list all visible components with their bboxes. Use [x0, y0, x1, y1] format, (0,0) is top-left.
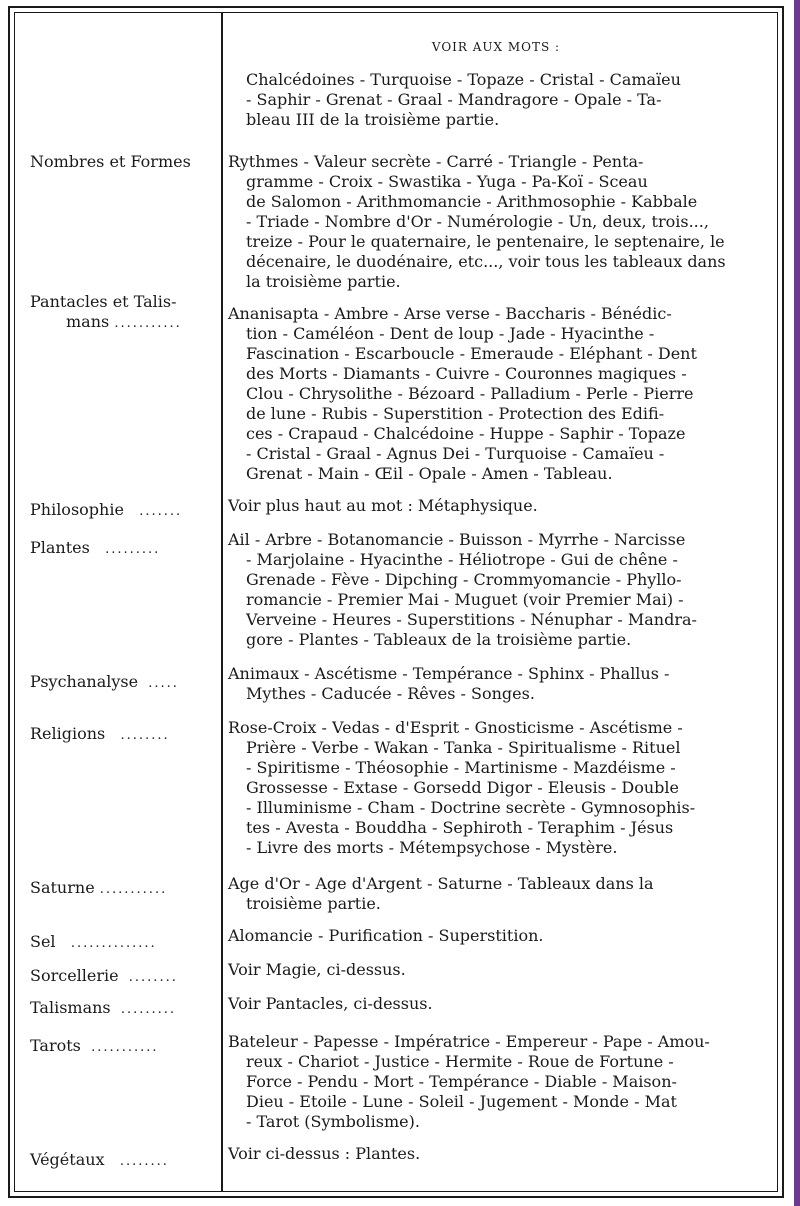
entry-term [30, 538, 228, 560]
definition-line: - Triade - Nombre d'Or - Numérologie - Un, deux, trois..., [246, 212, 709, 231]
term-label: Philosophie [30, 500, 124, 519]
definition-line: Mythes - Caducée - Rêves - Songes. [246, 684, 535, 703]
definition-line: Fascination - Escarboucle - Emeraude - Eléphant - Dent [246, 344, 697, 363]
term-label: Saturne [30, 878, 95, 897]
definition-line: Chalcédoines - Turquoise - Topaze - Cristal - Camaïeu [246, 70, 681, 89]
definition-line: treize - Pour le quaternaire, le pentenaire, le septenaire, le [246, 232, 725, 251]
leader-dots: ......... [120, 1002, 177, 1017]
term-label: Sorcellerie [30, 966, 119, 985]
leader-dots: ....... [139, 504, 183, 519]
definition-line: Grenade - Fève - Dipching - Crommyomancie - Phyllo- [246, 570, 682, 589]
definition-line: gore - Plantes - Tableaux de la troisième partie. [246, 630, 632, 649]
definition-line: Voir plus haut au mot : Métaphysique. [228, 496, 538, 515]
definition-line: Rythmes - Valeur secrète - Carré - Triangle - Penta- [228, 152, 644, 171]
definition-line: Clou - Chrysolithe - Bézoard - Palladium - Perle - Pierre [246, 384, 694, 403]
term-label: Sel [30, 932, 56, 951]
definition-line: - Cristal - Graal - Agnus Dei - Turquoise - Camaïeu - [246, 444, 665, 463]
term-label: Végétaux [30, 1150, 105, 1169]
definition-line: tion - Caméléon - Dent de loup - Jade - Hyacinthe - [246, 324, 655, 343]
definition-line: Force - Pendu - Mort - Tempérance - Diable - Maison- [246, 1072, 677, 1091]
entry-term [30, 998, 228, 1020]
entry-term [30, 500, 228, 522]
entry-definition [228, 496, 778, 516]
leader-dots: .............. [70, 936, 157, 951]
term-label: Pantacles et Talis- [30, 292, 177, 311]
term-label: Talismans [30, 998, 111, 1017]
definition-line: bleau III de la troisième partie. [246, 110, 500, 129]
definition-line: Rose-Croix - Vedas - d'Esprit - Gnosticisme - Ascétisme - [228, 718, 683, 737]
definition-line: des Morts - Diamants - Cuivre - Couronnes magiques - [246, 364, 687, 383]
definition-line: - Spiritisme - Théosophie - Martinisme - Mazdéisme - [246, 758, 676, 777]
definition-line: Voir Pantacles, ci-dessus. [228, 994, 433, 1013]
definition-line: Bateleur - Papesse - Impératrice - Empereur - Pape - Amou- [228, 1032, 710, 1051]
entry-term [30, 672, 228, 694]
leader-dots: ........ [120, 728, 170, 743]
definition-line: - Tarot (Symbolisme). [246, 1112, 420, 1131]
leader-dots: ........... [91, 1040, 159, 1055]
term-label: Tarots [30, 1036, 81, 1055]
entry-definition [228, 994, 778, 1014]
entry-definition [228, 664, 778, 704]
entry-definition [228, 152, 778, 292]
definition-line: décenaire, le duodénaire, etc..., voir tous les tableaux dans [246, 252, 726, 271]
definition-line: gramme - Croix - Swastika - Yuga - Pa-Koï - Sceau [246, 172, 648, 191]
definition-line: Age d'Or - Age d'Argent - Saturne - Tableaux dans la [228, 874, 654, 893]
term-label: mans [66, 312, 110, 331]
definition-line: Animaux - Ascétisme - Tempérance - Sphinx - Phallus - [228, 664, 670, 683]
entry-definition [228, 304, 778, 484]
term-label: Nombres et Formes [30, 152, 191, 171]
definition-line: - Marjolaine - Hyacinthe - Héliotrope - Gui de chêne - [246, 550, 678, 569]
entry-term [30, 1036, 228, 1058]
entry-definition [228, 960, 778, 980]
definition-line: - Livre des morts - Métempsychose - Mystère. [246, 838, 618, 857]
entry-term [30, 932, 228, 954]
term-label: Psychanalyse [30, 672, 139, 691]
definition-line: de lune - Rubis - Superstition - Protection des Edifi- [246, 404, 665, 423]
definition-line: Verveine - Heures - Superstitions - Nénuphar - Mandra- [246, 610, 697, 629]
definition-line: tes - Avesta - Bouddha - Sephiroth - Teraphim - Jésus [246, 818, 674, 837]
definition-line: - Saphir - Grenat - Graal - Mandragore - Opale - Ta- [246, 90, 662, 109]
entry-term [30, 966, 228, 988]
entry-definition [228, 70, 778, 130]
entry-definition [228, 926, 778, 946]
definition-line: romancie - Premier Mai - Muguet (voir Premier Mai) - [246, 590, 684, 609]
definition-line: Grossesse - Extase - Gorsedd Digor - Eleusis - Double [246, 778, 679, 797]
definition-line: ces - Crapaud - Chalcédoine - Huppe - Saphir - Topaze [246, 424, 686, 443]
term-label: Plantes [30, 538, 90, 557]
definition-line: Dieu - Etoile - Lune - Soleil - Jugement - Monde - Mat [246, 1092, 677, 1111]
entry-term [30, 1150, 228, 1172]
definition-line: Ananisapta - Ambre - Arse verse - Baccharis - Bénédic- [228, 304, 672, 323]
definition-line: - Illuminisme - Cham - Doctrine secrète - Gymnosophis- [246, 798, 696, 817]
entry-definition [228, 1032, 778, 1132]
term-label: Religions [30, 724, 106, 743]
definition-line: Voir ci-dessus : Plantes. [228, 1144, 421, 1163]
entry-definition [228, 874, 778, 914]
definition-line: Voir Magie, ci-dessus. [228, 960, 406, 979]
definition-line: Alomancie - Purification - Superstition. [228, 926, 544, 945]
entry-term [30, 724, 228, 746]
leader-dots: ......... [105, 542, 161, 557]
entry-term [30, 292, 228, 334]
definition-line: Prière - Verbe - Wakan - Tanka - Spiritualisme - Rituel [246, 738, 681, 757]
entry-definition [228, 530, 778, 650]
definition-line: Grenat - Main - Œil - Opale - Amen - Tableau. [246, 464, 613, 483]
entry-term [30, 878, 228, 900]
leader-dots: ........ [119, 1154, 169, 1169]
entry-term [30, 152, 228, 172]
definition-line: de Salomon - Arithmomancie - Arithmosophie - Kabbale [246, 192, 698, 211]
leader-dots: ..... [148, 676, 179, 691]
definition-line: la troisième partie. [246, 272, 401, 291]
column-header: VOIR AUX MOTS : [431, 40, 561, 54]
definition-line: reux - Chariot - Justice - Hermite - Roue de Fortune - [246, 1052, 674, 1071]
definition-line: Ail - Arbre - Botanomancie - Buisson - Myrrhe - Narcisse [228, 530, 686, 549]
leader-dots: ........... [99, 882, 168, 897]
page-edge-bar [794, 0, 800, 1206]
definition-line: troisième partie. [246, 894, 381, 913]
entry-definition [228, 718, 778, 858]
leader-dots: ........ [128, 970, 178, 985]
entry-definition [228, 1144, 778, 1164]
leader-dots: ........... [114, 316, 182, 331]
